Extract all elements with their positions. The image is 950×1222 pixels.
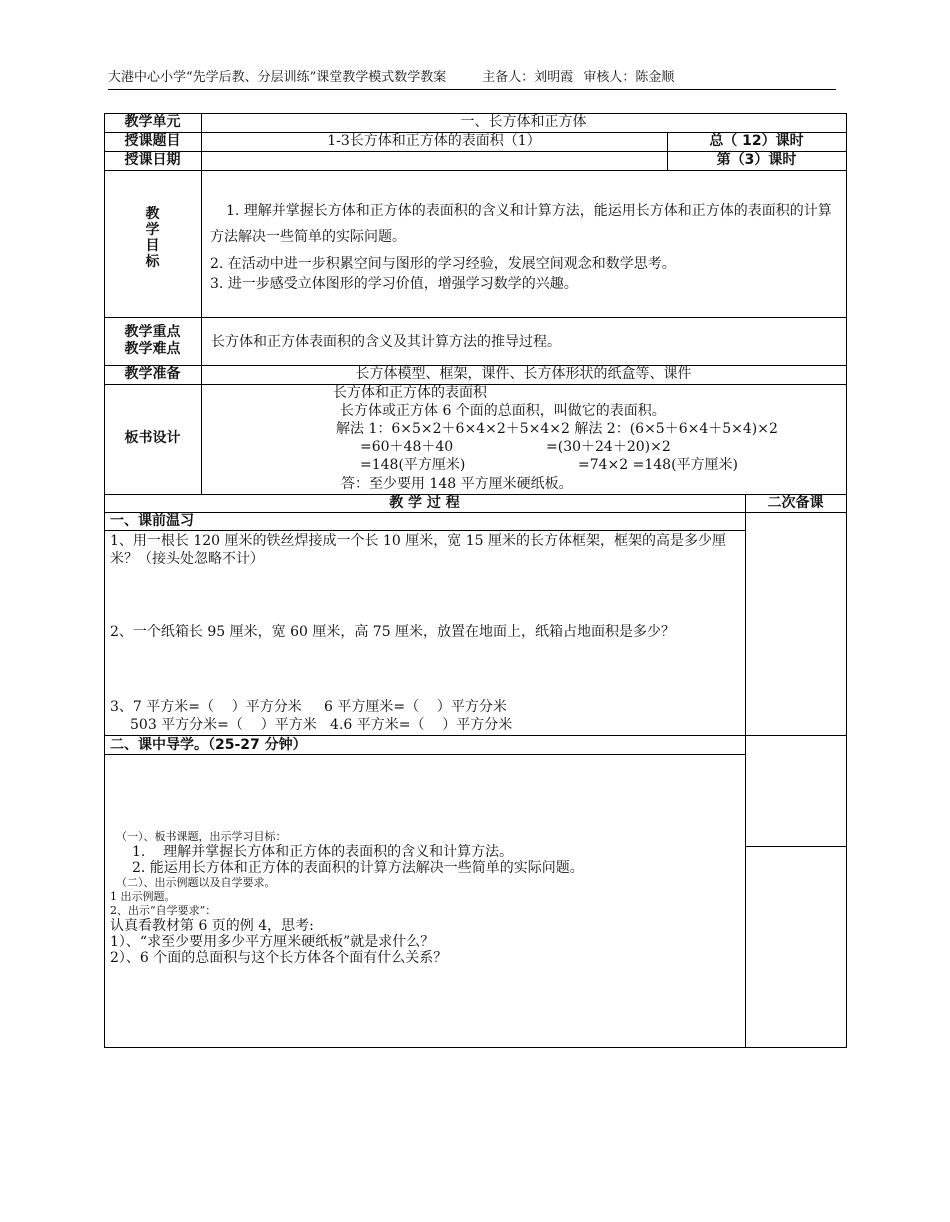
date-value: [201, 151, 667, 170]
rule: [745, 735, 846, 736]
review-question-3a: 3、7 平方米=（ ）平方分米 6 平方厘米=（ ）平方分米: [110, 699, 507, 715]
rule: [104, 317, 846, 318]
review-question-1: 1、用一根长 120 厘米的铁丝焊接成一个长 10 厘米，宽 15 厘米的长方体框架，框架的高是多少厘米？（接头处忽略不计）: [110, 533, 726, 567]
lesson-number: 第（3）课时: [716, 152, 797, 168]
keypoints-label-2: 教学难点: [124, 341, 181, 357]
board-content: [201, 384, 846, 494]
goals-label-char: 学: [145, 222, 160, 238]
keypoints-text: 长方体和正方体表面积的含义及其计算方法的推导过程。: [211, 334, 561, 350]
section-review-title: 一、课前温习: [110, 513, 194, 529]
goal-item-1: 1. 理解并掌握长方体和正方体的表面积的含义和计算方法，能运用长方体和正方体的表面积的计算方法解决一些简单的实际问题。: [210, 203, 832, 245]
board-method2-step2: =74×2 =148(平方厘米): [578, 457, 739, 473]
board-answer: 答：至少要用 148 平方厘米硬纸板。: [341, 476, 573, 492]
section-guide-title: 二、课中导学。（25-27 分钟）: [110, 737, 307, 753]
rule: [745, 494, 746, 1048]
goals-content: [210, 198, 836, 294]
topic-value: 1-3长方体和正方体的表面积（1）: [327, 133, 541, 149]
board-title: 长方体和正方体的表面积: [333, 385, 487, 401]
guide-question-2: 2）、6 个面的总面积与这个长方体各个面有什么关系？: [110, 950, 448, 966]
keypoints-label-1: 教学重点: [124, 324, 181, 340]
topic-label: 授课题目: [124, 133, 181, 149]
rule: [745, 846, 846, 847]
rule: [104, 494, 105, 1048]
board-method1-step2: =148(平方厘米): [360, 457, 466, 473]
goals-label-char: 教: [145, 206, 160, 222]
goal-item-3: 3. 进一步感受立体图形的学习价值，增强学习数学的兴趣。: [210, 276, 578, 292]
prep-text: 长方体模型、框架，课件、长方体形状的纸盒等、课件: [355, 366, 692, 382]
guide-self-study: 2、出示“自学要求”：: [110, 904, 217, 917]
total-hours: 总（ 12）课时: [709, 133, 804, 149]
guide-step-2: （二）、出示例题以及自学要求。: [116, 876, 276, 889]
rule: [104, 1047, 846, 1048]
goals-label: [104, 206, 201, 270]
goals-label-char: 标: [145, 254, 160, 270]
rule: [104, 530, 745, 531]
rule: [104, 754, 745, 755]
rule: [104, 170, 846, 171]
board-method2-step1: =(30＋24＋20)×2: [546, 439, 671, 455]
board-label: 板书设计: [124, 430, 181, 446]
goals-label-char: 目: [145, 238, 160, 254]
guide-content: [110, 830, 740, 966]
unit-label: 教学单元: [124, 114, 181, 130]
preparer: 主备人：刘明霞: [482, 70, 574, 85]
reviewer: 审核人：陈金顺: [583, 70, 675, 85]
board-definition: 长方体或正方体 6 个面的总面积，叫做它的表面积。: [340, 403, 666, 419]
second-prep-header: 二次备课: [767, 495, 824, 511]
guide-goal-2: 2. 能运用长方体和正方体的表面积的计算方法解决一些简单的实际问题。: [132, 860, 584, 876]
school-title: 大港中心小学“先学后教、分层训练”课堂教学模式数学教案: [108, 70, 447, 85]
prep-label: 教学准备: [124, 366, 181, 382]
board-methods: 解法 1：6×5×2＋6×4×2＋5×4×2 解法 2：(6×5＋6×4＋5×4)×2: [336, 421, 778, 437]
date-label: 授课日期: [124, 152, 181, 168]
rule: [846, 113, 847, 495]
keypoints-label: [104, 324, 201, 358]
guide-goal-1: 1. 理解并掌握长方体和正方体的表面积的含义和计算方法。: [132, 844, 514, 860]
guide-question-1: 1）、“求至少要用多少平方厘米硬纸板”就是求什么？: [110, 934, 435, 950]
review-question-3b: 503 平方分米=（ ）平方米 4.6 平方米=（ ）平方分米: [130, 717, 513, 733]
rule: [846, 494, 847, 1048]
goal-item-2: 2. 在活动中进一步积累空间与图形的学习经验，发展空间观念和数学思考。: [210, 256, 676, 272]
guide-example: 1 出示例题。: [110, 890, 176, 903]
board-method1-step1: =60＋48＋40: [360, 439, 454, 455]
unit-value: 一、长方体和正方体: [460, 114, 587, 130]
process-title: 教 学 过 程: [389, 495, 460, 511]
page-header: [108, 66, 836, 90]
guide-read-textbook: 认真看教材第 6 页的例 4，思考:: [110, 918, 314, 934]
review-question-2: 2、一个纸箱长 95 厘米，宽 60 厘米，高 75 厘米，放置在地面上，纸箱占地面积是多少？: [110, 624, 676, 640]
guide-step-1: （一）、板书课题，出示学习目标：: [116, 830, 287, 843]
